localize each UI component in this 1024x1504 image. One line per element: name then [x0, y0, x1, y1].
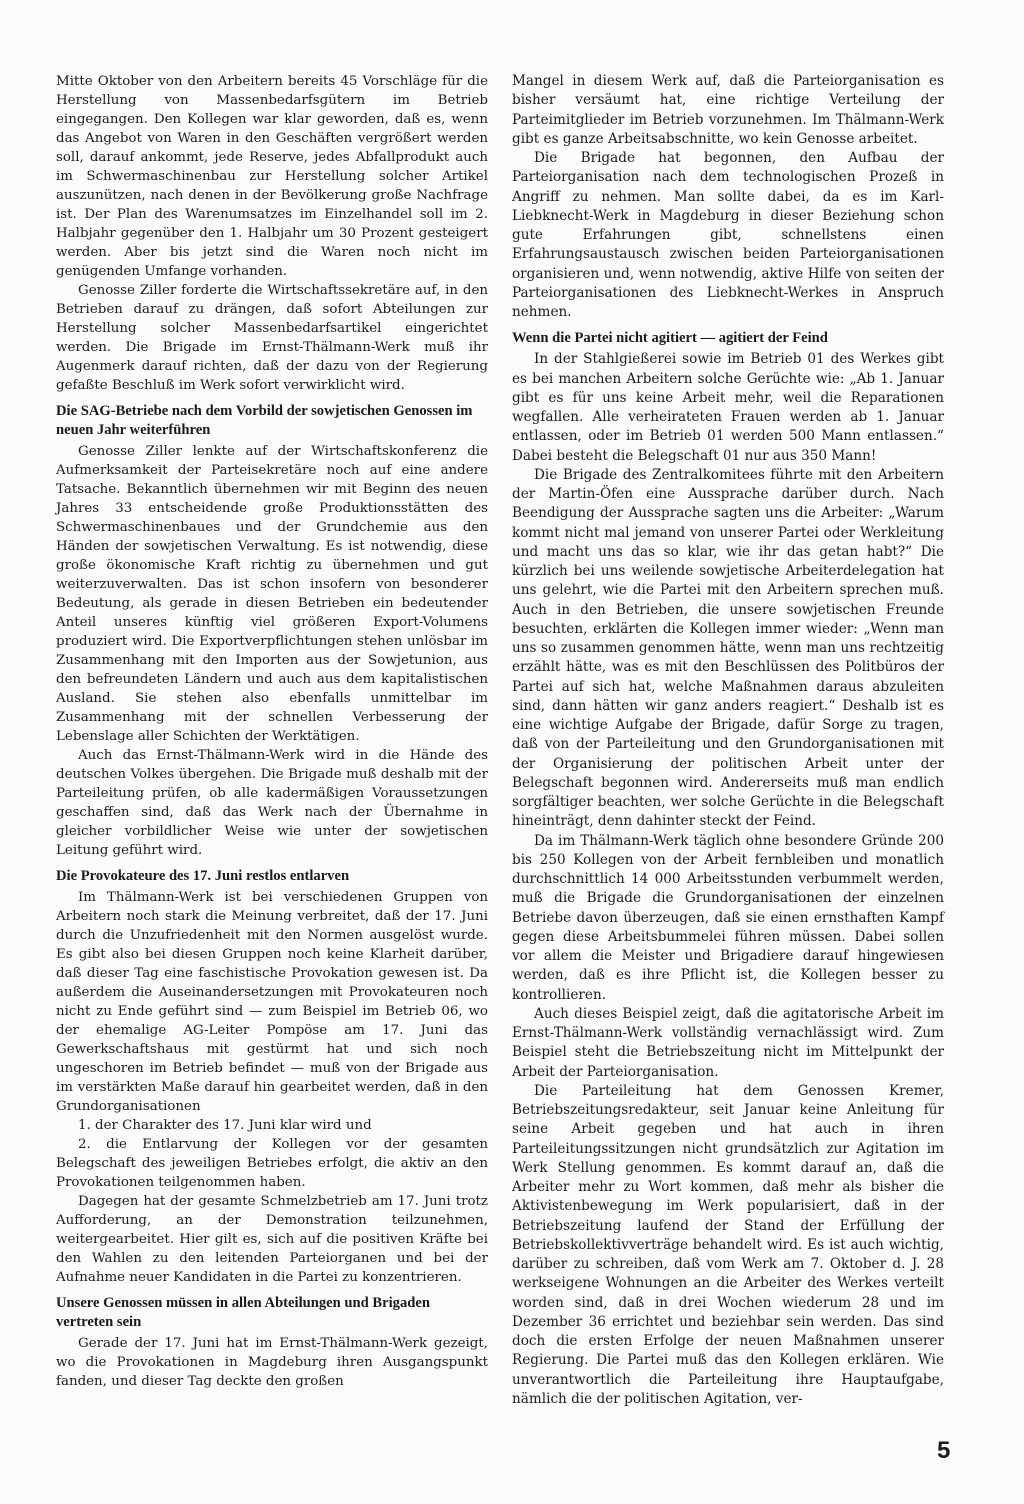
paragraph: Die Parteileitung hat dem Genossen Kremer, Betriebszeitungsredakteur, seit Januar keine Anleitung für seine Arbeit gegeben und hat auch in ihren Parteileitungssitzungen nicht grundsätzlich zur Agitation im Werk Stellung genommen. Es kommt darauf an, daß die Arbeiter mehr zu Wort kommen, daß mehr als bisher die Aktivistenbewegung im Werk popularisiert, daß in der Betriebszeitung laufend der Stand der Erfüllung der Betriebskollektivverträge behandelt wird. Es ist auch wichtig, darüber zu schreiben, daß vom Werk am 7. Oktober d. J. 28 werkseigene Wohnungen an die Arbeiter des Werkes verteilt worden sind, daß in drei Wochen wiederum 28 und im Dezember 36 errichtet und beziehbar sein werden. Das sind doch die ersten Erfolge der neuen Maßnahmen unserer Regierung. Die Partei muß das den Kollegen erklären. Wie unverantwortlich die Parteileitung ihre Hauptaufgabe, nämlich die der politischen Agitation, ver- — [512, 1082, 944, 1407]
left-column — [56, 72, 488, 1391]
paragraph: Da im Thälmann-Werk täglich ohne besondere Gründe 200 bis 250 Kollegen von der Arbeit fernbleiben und monatlich durchschnittlich 14 000 Arbeitsstunden verbummelt werden, muß die Brigade die Grundorganisationen der einzelnen Betriebe davon überzeugen, daß sie einen ernsthaften Kampf gegen diese Arbeitsbummelei führen müssen. Dabei sollen vor allem die Meister und Brigadiere darauf hingewiesen werden, daß es ihre Pflicht ist, die Kollegen besser zu kontrollieren. — [512, 832, 944, 1003]
paragraph: Dagegen hat der gesamte Schmelzbetrieb am 17. Juni trotz Aufforderung, an der Demonstration teilzunehmen, weitergearbeitet. Hier gilt es, sich auf die positiven Kräfte bei den Wahlen zu den leitenden Parteiorganen und bei der Aufnahme neuer Kandidaten in die Partei zu konzentrieren. — [56, 1194, 488, 1285]
paragraph: Auch dieses Beispiel zeigt, daß die agitatorische Arbeit im Ernst-Thälmann-Werk vollständig vernachlässigt wird. Zum Beispiel steht die Betriebszeitung nicht im Mittelpunkt der Arbeit der Parteiorganisation. — [512, 1005, 944, 1080]
paragraph: In der Stahlgießerei sowie im Betrieb 01 des Werkes gibt es bei manchen Arbeitern solche Gerüchte wie: „Ab 1. Januar gibt es für uns keine Arbeit mehr, weil die Reparationen wegfallen. Alle verheirateten Frauen werden ab 1. Januar entlassen, oder im Betrieb 01 werden 500 Mann entlassen.“ Dabei besteht die Belegschaft 01 nur aus 350 Mann! — [512, 351, 944, 464]
section-heading: Unsere Genossen müssen in allen Abteilungen und Brigaden vertreten sein — [56, 1295, 430, 1330]
paragraph: Mitte Oktober von den Arbeitern bereits 45 Vorschläge für die Herstellung von Massenbedarfsgütern im Betrieb eingegangen. Den Kollegen war klar geworden, daß es, wenn das Angebot von Waren in den Geschäften vergrößert werden soll, darauf ankommt, jede Reserve, jedes Abfallprodukt auch im Schwermaschinenbau zur Herstellung solcher Artikel auszunützen, nach denen in der Bevölkerung große Nachfrage ist. Der Plan des Warenumsatzes im Einzelhandel soll im 2. Halbjahr gegenüber den 1. Halbjahr um 30 Prozent gesteigert werden. Aber bis jetzt sind die Waren noch nicht im genügenden Umfange vorhanden. — [56, 74, 488, 279]
section-heading: Die Provokateure des 17. Juni restlos entlarven — [56, 868, 350, 884]
paragraph: Mangel in diesem Werk auf, daß die Parteiorganisation es bisher versäumt hat, eine richtige Verteilung der Parteimitglieder im Betrieb vorzunehmen. Im Thälmann-Werk gibt es ganze Arbeitsabschnitte, wo kein Genosse arbeitet. — [512, 73, 944, 147]
paragraph: Gerade der 17. Juni hat im Ernst-Thälmann-Werk gezeigt, wo die Provokationen in Magdeburg ihren Ausgangspunkt fanden, und dieser Tag deckte den großen — [56, 1336, 488, 1389]
paragraph: Genosse Ziller lenkte auf der Wirtschaftskonferenz die Aufmerksamkeit der Parteisekretäre noch auf eine andere Tatsache. Bekanntlich übernehmen wir mit Beginn des neuen Jahres 33 entscheidende große Produktionsstätten des Schwermaschinenbaues und der Grundchemie aus den Händen der sowjetischen Verwaltung. Es ist notwendig, diese große ökonomische Kraft richtig zu übernehmen und gut weiterzuverwalten. Das ist schon insofern von besonderer Bedeutung, als gerade in diesen Betrieben ein bedeutender Anteil unseres künftig viel größeren Export-Volumens produziert wird. Die Exportverpflichtungen stehen unlösbar im Zusammenhang mit den Importen aus der Sowjetunion, aus den befreundeten Ländern und auch aus dem kapitalistischen Ausland. Sie stehen also ebenfalls unmittelbar im Zusammenhang mit der schnellen Verbesserung der Lebenslage aller Schichten der Werktätigen. — [56, 444, 488, 744]
list-item: 2. die Entlarvung der Kollegen vor der gesamten Belegschaft des jeweiligen Betriebes erfolgt, die aktiv an den Provokationen teilgenommen haben. — [56, 1137, 488, 1190]
paragraph: Die Brigade hat begonnen, den Aufbau der Parteiorganisation nach dem technologischen Prozeß in Angriff zu nehmen. Man sollte dabei, da es im Karl-Liebknecht-Werk in Magdeburg in dieser Beziehung schon gute Erfahrungen gibt, schnellstens einen Erfahrungsaustausch zwischen beiden Parteiorganisationen organisieren und, wenn notwendig, aktive Hilfe von seiten der Parteiorganisationen des Liebknecht-Werkes in Anspruch nehmen. — [512, 150, 944, 320]
section-heading: Die SAG-Betriebe nach dem Vorbild der sowjetischen Genossen im neuen Jahr weiterführen — [56, 403, 473, 438]
list-item: 1. der Charakter des 17. Juni klar wird und — [78, 1118, 372, 1133]
section-heading: Wenn die Partei nicht agitiert — agitiert der Feind — [512, 330, 828, 347]
paragraph: Im Thälmann-Werk ist bei verschiedenen Gruppen von Arbeitern noch stark die Meinung verbreitet, daß der 17. Juni durch die Unzufriedenheit mit den Normen ausgelöst wurde. Es gibt also bei diesen Gruppen noch keine Klarheit darüber, daß dieser Tag eine faschistische Provokation gewesen ist. Da außerdem die Auseinandersetzungen mit Provokateuren noch nicht zu Ende geführt sind — zum Beispiel im Betrieb 06, wo der ehemalige AG-Leiter Pompöse am 17. Juni das Gewerkschaftshaus mit gestürmt hat und sich noch ungeschoren im Betrieb befindet — muß von der Brigade aus im verstärkten Maße darauf hin gearbeitet werden, daß in den Grundorganisationen — [56, 890, 488, 1114]
paragraph: Genosse Ziller forderte die Wirtschaftssekretäre auf, in den Betrieben darauf zu drängen, daß sofort Abteilungen zur Herstellung solcher Massenbedarfsartikel eingerichtet werden. Die Brigade im Ernst-Thälmann-Werk muß ihr Augenmerk darauf richten, daß der dazu von der Regierung gefaßte Beschluß im Werk sofort verwirklicht wird. — [56, 283, 488, 393]
page-number: 5 — [937, 1437, 951, 1464]
paragraph: Die Brigade des Zentralkomitees führte mit den Arbeitern der Martin-Öfen eine Aussprache darüber durch. Nach Beendigung der Aussprache sagten uns die Arbeiter: „Warum kommt nicht mal jemand von unserer Partei oder Werkleitung und macht uns das so klar, wie ihr das getan habt?“ Die kürzlich bei uns weilende sowjetische Arbeiterdelegation hat uns gelehrt, wie die Partei mit den Arbeitern sprechen muß. Auch in den Betrieben, die unsere sowjetischen Freunde besuchten, erklärten die Kollegen immer wieder: „Wenn man uns so zusammen genommen hätte, wenn man uns rechtzeitig erzählt hätte, was es mit den Beschlüssen des Politbüros der Partei auf sich hat, welche Maßnahmen daraus abzuleiten sind, dann hätten wir ganz anders reagiert.“ Deshalb ist es eine wichtige Aufgabe der Brigade, dafür Sorge zu tragen, daß von der Parteileitung und den Grundorganisationen mit der Organisierung der politischen Arbeit unter der Belegschaft begonnen wird. Andererseits muß man endlich sorgfältiger beachten, wer solche Gerüchte in die Belegschaft hineinträgt, denn dahinter steckt der Feind. — [512, 466, 944, 830]
right-column — [512, 72, 944, 1409]
paragraph: Auch das Ernst-Thälmann-Werk wird in die Hände des deutschen Volkes übergehen. Die Brigade muß deshalb mit der Parteileitung prüfen, ob alle kadermäßigen Voraussetzungen geschaffen sind, daß das Werk nach der Übernahme in gleicher vorbildlicher Weise wie unter der sowjetischen Leitung geführt wird. — [56, 748, 488, 858]
